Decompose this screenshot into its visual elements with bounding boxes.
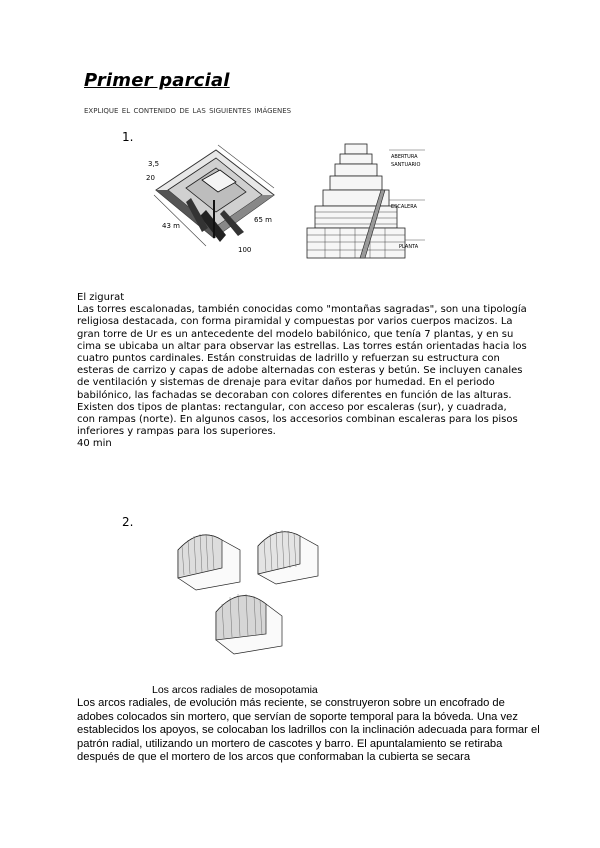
figure-label: 100 [238,246,252,254]
time-note: 40 min [77,438,112,450]
figure-label: ESCALERA [391,204,417,210]
figure-label: 3,5 [148,160,160,168]
section-body: Las torres escalonadas, también conocidas como "montañas sagradas", son una tipología religiosa destacada, con forma piramidal y compuestas por varios cuerpos macizos. La gran torre de Ur es un antecedente del modelo babilónico, que tenía 7 plantas, y en su cima se ubicaba un altar para observar las estrellas. Las torres están orientadas hacia los cuatro puntos cardinales. Están construidas de ladrillo y refuerzan su estructura con esteras de carrizo y capas de adobe alternadas con esteras y betún. Se incluyen canales de ventilación y sistemas de drenaje para evitar daños por humedad. En el periodo babilónico, las fachadas se decoraban con colores diferentes en función de las alturas. Existen dos tipos de plantas: rectangular, con acceso por escaleras (sur), y cuadrada, con rampas (norte). En algunos casos, los accesorios combinan escaleras para los pisos inferiores y rampas para los superiores. [77,304,527,438]
ziggurat-text [77,292,527,451]
figure-label: 20 [146,174,155,182]
ziggurat-isometric-figure [146,140,281,265]
item-number-2: 2. [122,515,134,529]
ziggurat-elevation-figure [285,140,433,265]
figure-label: 43 m [162,222,180,230]
section-heading: El zigurat [77,292,125,303]
radial-arches-figure [170,520,355,665]
instructions-text: explique el contenido de las siguientes imágenes [84,104,292,116]
figure-label: PLANTA [399,244,419,250]
svg-text:65 m: 65 m [254,216,272,224]
section-body: Los arcos radiales, de evolución más reciente, se construyeron sobre un encofrado de adobes colocados sin mortero, que servían de soporte temporal para la bóveda. Una vez establecidos los apoyos, se colocaban los ladrillos con la inclinación adecuada para formar el patrón radial, utilizando un mortero de cascotes y barro. El apuntalamiento se retiraba después de que el mortero de los arcos que conformaban la cubierta se secara [77,697,540,764]
page-title: Primer parcial [84,70,230,91]
figure-caption: Los arcos radiales de mosopotamia [152,684,318,696]
arches-text [77,697,542,765]
instructions [84,104,291,116]
item-number-1: 1. [122,130,134,144]
figure-label: SANTUARIO [391,162,421,168]
figure-label: ABERTURA [391,154,418,160]
